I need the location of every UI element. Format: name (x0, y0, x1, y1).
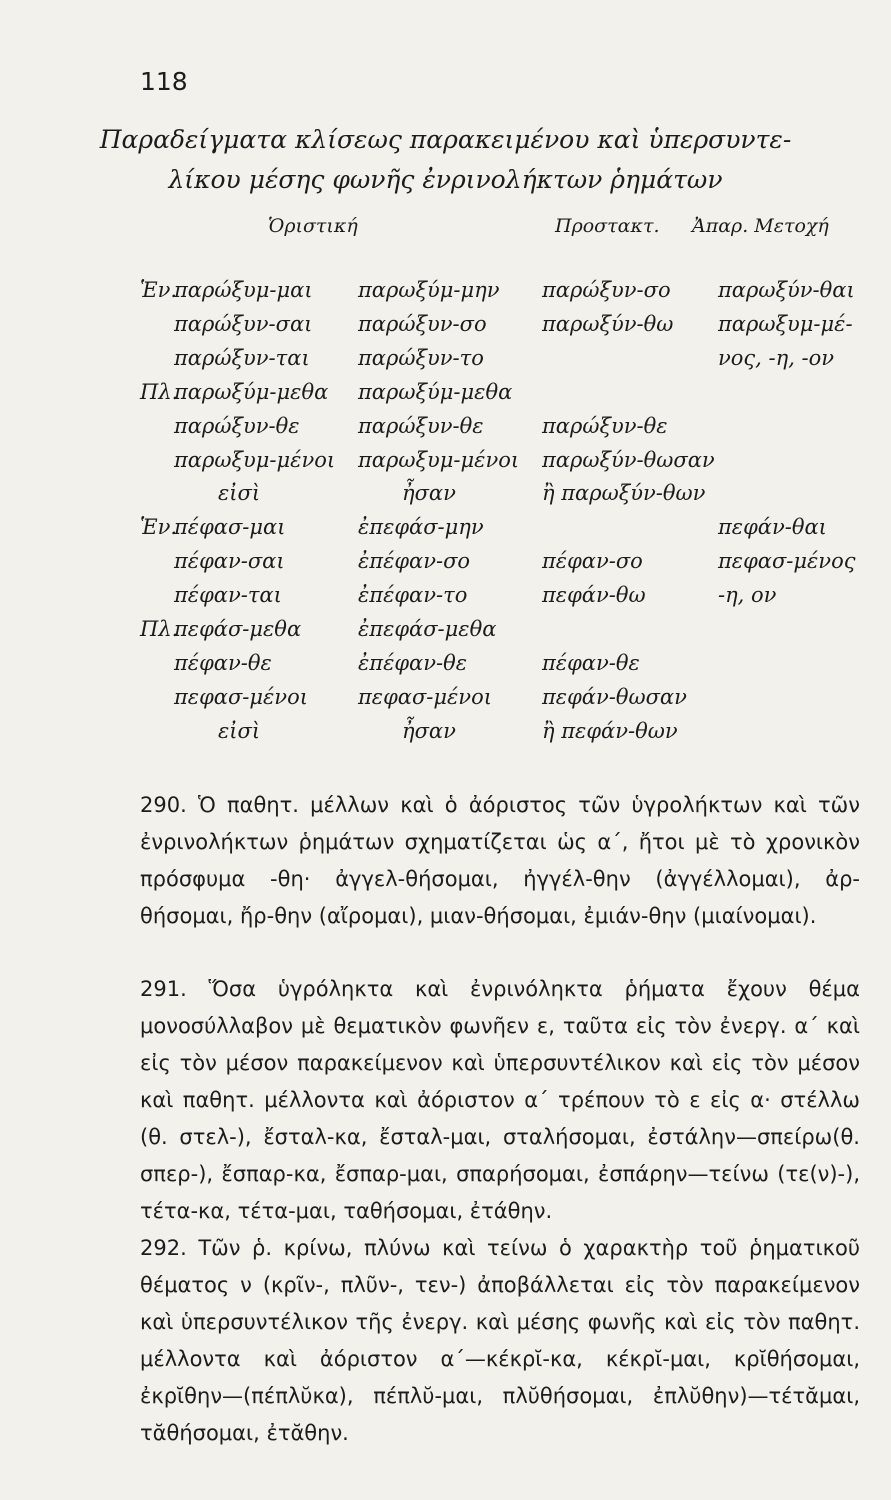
header-imperative: Προστακτ. (555, 215, 660, 237)
paragraph-290: 290. Ὁ παθητ. μέλλων καὶ ὁ ἀόριστος τῶν ὑγρολήκτων καὶ τῶν ἐνρινολήκτων ῥημάτων σχηματίζεται ὡς α΄, ἤτοι μὲ τὸ χρονικὸν πρόσφυμα -θη· ἀγγελ-θήσομαι, ἠγγέλ-θην (ἀγγέλλομαι), ἀρ-θήσομαι, ἤρ-θην (αἴρομαι), μιαν-θήσομαι, ἐμιάν-θην (μιαίνομαι). (140, 793, 860, 928)
table-cell-past-perfect-form: ἦσαν (402, 718, 456, 743)
table-cell-infinitive-participle-form: παρωξυμ-μέ- (718, 311, 853, 336)
table-cell-imperative-form: πεφάν-θωσαν (542, 684, 687, 709)
table-cell-indicative-form: πεφασ-μένοι (174, 684, 308, 709)
table-cell-indicative-form: πεφάσ-μεθα (174, 617, 302, 641)
table-cell-number-label: Ἑν. (140, 278, 178, 302)
table-cell-indicative-form: παρωξύμ-μεθα (174, 379, 329, 404)
table-cell-number-label: Πλ. (140, 379, 179, 404)
table-cell-indicative-form: πέφασ-μαι (174, 515, 286, 540)
table-cell-imperative-form: παρωξύν-θωσαν (542, 447, 715, 472)
table-cell-imperative-form: ἢ παρωξύν-θων (542, 481, 706, 506)
header-indicative: Ὁριστική (268, 215, 358, 237)
table-cell-indicative-form: πέφαν-ται (174, 583, 282, 608)
table-cell-indicative-form: εἰσὶ (218, 481, 261, 506)
table-cell-indicative-form: παρώξυν-σαι (174, 311, 313, 336)
table-cell-past-perfect-form: παρωξύμ-μην (358, 278, 500, 302)
page-number: 118 (140, 67, 188, 96)
table-cell-past-perfect-form: ἦσαν (402, 481, 456, 506)
paragraph-291: 291. Ὅσα ὑγρόληκτα καὶ ἐνρινόληκτα ῥήματα ἔχουν θέμα μονοσύλλαβον μὲ θεματικὸν φωνῆεν ε, ταῦτα εἰς τὸν ἐνεργ. α΄ καὶ εἰς τὸν μέσον παρακείμενον καὶ ὑπερσυντέλικον καὶ εἰς τὸν μέσον καὶ παθητ. μέλλοντα καὶ ἀόριστον α΄ τρέπουν τὸ ε εἰς α· στέλλω (θ. στελ-), ἔσταλ-κα, ἔσταλ-μαι, σταλήσομαι, ἐστάλην—σπείρω(θ. σπερ-), ἔσπαρ-κα, ἔσπαρ-μαι, σπαρήσομαι, ἐσπάρην—τείνω (τε(ν)-), τέτα-κα, τέτα-μαι, ταθήσομαι, ἐτάθην. (140, 977, 860, 1223)
table-cell-imperative-form: παρώξυν-σο (542, 278, 671, 302)
table-cell-infinitive-participle-form: παρωξύν-θαι (718, 278, 855, 302)
table-cell-indicative-form: παρώξυμ-μαι (174, 278, 313, 302)
table-cell-past-perfect-form: ἐπεφάσ-μεθα (358, 617, 497, 641)
table-cell-past-perfect-form: ἐπέφαν-το (358, 583, 468, 608)
table-cell-past-perfect-form: παρώξυν-το (358, 345, 484, 370)
table-cell-imperative-form: ἢ πεφάν-θων (542, 718, 678, 743)
table-cell-indicative-form: πέφαν-σαι (174, 549, 285, 574)
table-cell-indicative-form: παρώξυν-ται (174, 345, 310, 370)
table-cell-infinitive-participle-form: νος, -η, -ον (718, 345, 835, 370)
table-cell-imperative-form: παρωξύν-θω (542, 311, 674, 336)
page-title-line-2: λίκου μέσης φωνῆς ἐνρινολήκτων ῥημάτων (168, 165, 723, 194)
page-title-line-1: Παραδείγματα κλίσεως παρακειμένου καὶ ὑπερσυντε- (99, 125, 792, 154)
table-cell-infinitive-participle-form: -η, ον (718, 583, 777, 608)
table-cell-past-perfect-form: παρώξυν-θε (358, 413, 484, 438)
table-cell-indicative-form: παρώξυν-θε (174, 413, 300, 438)
table-cell-past-perfect-form: ἐπεφάσ-μην (358, 515, 484, 540)
table-cell-imperative-form: πεφάν-θω (542, 583, 646, 608)
table-cell-imperative-form: πέφαν-θε (542, 650, 640, 675)
table-cell-indicative-form: παρωξυμ-μένοι (174, 447, 336, 472)
table-cell-past-perfect-form: ἐπέφαν-σο (358, 549, 471, 574)
table-cell-number-label: Πλ. (140, 617, 179, 641)
table-cell-imperative-form: παρώξυν-θε (542, 413, 668, 438)
table-cell-past-perfect-form: πεφασ-μένοι (358, 684, 492, 709)
table-cell-number-label: Ἑν. (140, 515, 178, 540)
table-cell-infinitive-participle-form: πεφασ-μένος (718, 549, 856, 574)
table-cell-imperative-form: πέφαν-σο (542, 549, 643, 574)
header-infinitive-participle: Ἀπαρ. Μετοχή (692, 215, 829, 237)
table-cell-past-perfect-form: παρώξυν-σο (358, 311, 487, 336)
table-cell-past-perfect-form: ἐπέφαν-θε (358, 650, 467, 675)
table-cell-past-perfect-form: παρωξύμ-μεθα (358, 379, 513, 404)
paragraph-292: 292. Τῶν ῥ. κρίνω, πλύνω καὶ τείνω ὁ χαρακτὴρ τοῦ ῥηματικοῦ θέματος ν (κρῖν-, πλῦν-, τεν-) ἀποβάλλεται εἰς τὸν παρακείμενον καὶ ὑπερσυντέλικον τῆς ἐνεργ. καὶ μέσης φωνῆς καὶ εἰς τὸν παθητ. μέλλοντα καὶ ἀόριστον α΄—κέκρῐ-κα, κέκρῐ-μαι, κρῐθήσομαι, ἐκρῐθην—(πέπλῠκα), πέπλῠ-μαι, πλῠθήσομαι, ἐπλῠθην)—τέτᾰμαι, τᾰθήσομαι, ἐτᾰθην. (140, 1236, 860, 1445)
table-cell-past-perfect-form: παρωξυμ-μένοι (358, 447, 520, 472)
table-cell-infinitive-participle-form: πεφάν-θαι (718, 515, 827, 540)
table-cell-indicative-form: πέφαν-θε (174, 650, 272, 675)
table-cell-indicative-form: εἰσὶ (218, 718, 261, 743)
